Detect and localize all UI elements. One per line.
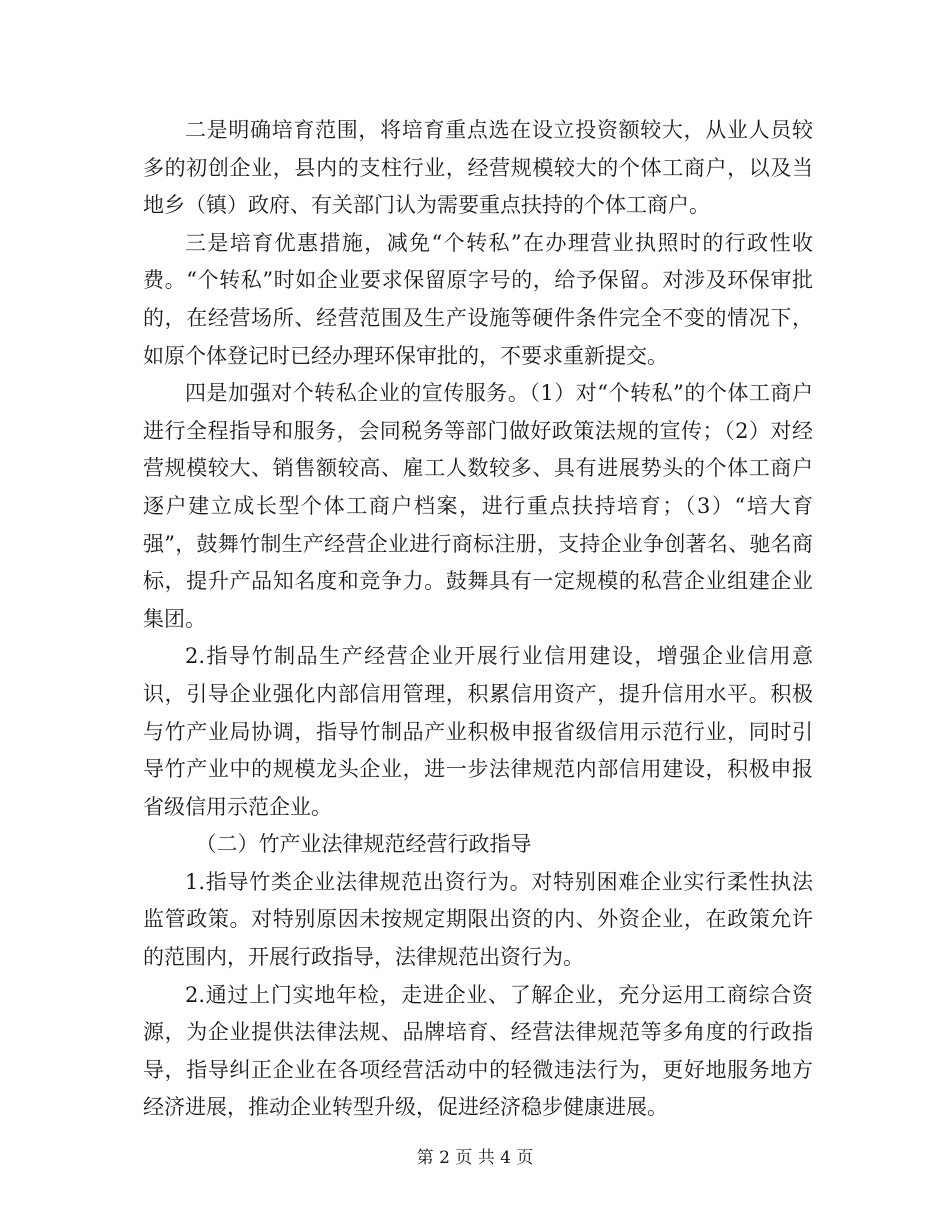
paragraph-capital-contribution: 1.指导竹类企业法律规范出资行为。对特别困难企业实行柔性执法监管政策。对特别原因未按规定期限出资的内、外资企业，在政策允许的范围内，开展行政指导，法律规范出资行为。 [143,869,813,970]
document-body [143,112,813,1127]
page-number-footer: 第 2 页 共 4 页 [416,1148,534,1168]
paragraph-credit-building: 2.指导竹制品生产经营企业开展行业信用建设，增强企业信用意识，引导企业强化内部信用管理，积累信用资产，提升信用水平。积极与竹产业局协调，指导竹制品产业积极申报省级信用示范行业，同时引导竹产业中的规模龙头企业，进一步法律规范内部信用建设，积极申报省级信用示范企业。 [143,644,813,819]
section-heading: （二）竹产业法律规范经营行政指导 [195,832,532,857]
paragraph-publicity-service: 四是加强对个转私企业的宣传服务。（1）对“个转私”的个体工商户进行全程指导和服务，会同税务等部门做好政策法规的宣传；（2）对经营规模较大、销售额较高、雇工人数较多、具有进展势头的个体工商户逐户建立成长型个体工商户档案，进行重点扶持培育；（3）“培大育强”，鼓舞竹制生产经营企业进行商标注册，支持企业争创著名、驰名商标，提升产品知名度和竞争力。鼓舞具有一定规模的私营企业组建企业集团。 [143,381,813,631]
paragraph-scope: 二是明确培育范围，将培育重点选在设立投资额较大，从业人员较多的初创企业，县内的支柱行业，经营规模较大的个体工商户，以及当地乡（镇）政府、有关部门认为需要重点扶持的个体工商户。 [143,118,813,218]
paragraph-incentives: 三是培育优惠措施，减免“个转私”在办理营业执照时的行政性收费。“个转私”时如企业要求保留原字号的，给予保留。对涉及环保审批的，在经营场所、经营范围及生产设施等硬件条件完全不变的情况下，如原个体登记时已经办理环保审批的，不要求重新提交。 [143,230,813,368]
paragraph-annual-inspection: 2.通过上门实地年检，走进企业、了解企业，充分运用工商综合资源，为企业提供法律法规、品牌培育、经营法律规范等多角度的行政指导，指导纠正企业在各项经营活动中的轻微违法行为，更好地服务地方经济进展，推动企业转型升级，促进经济稳步健康进展。 [143,982,813,1120]
